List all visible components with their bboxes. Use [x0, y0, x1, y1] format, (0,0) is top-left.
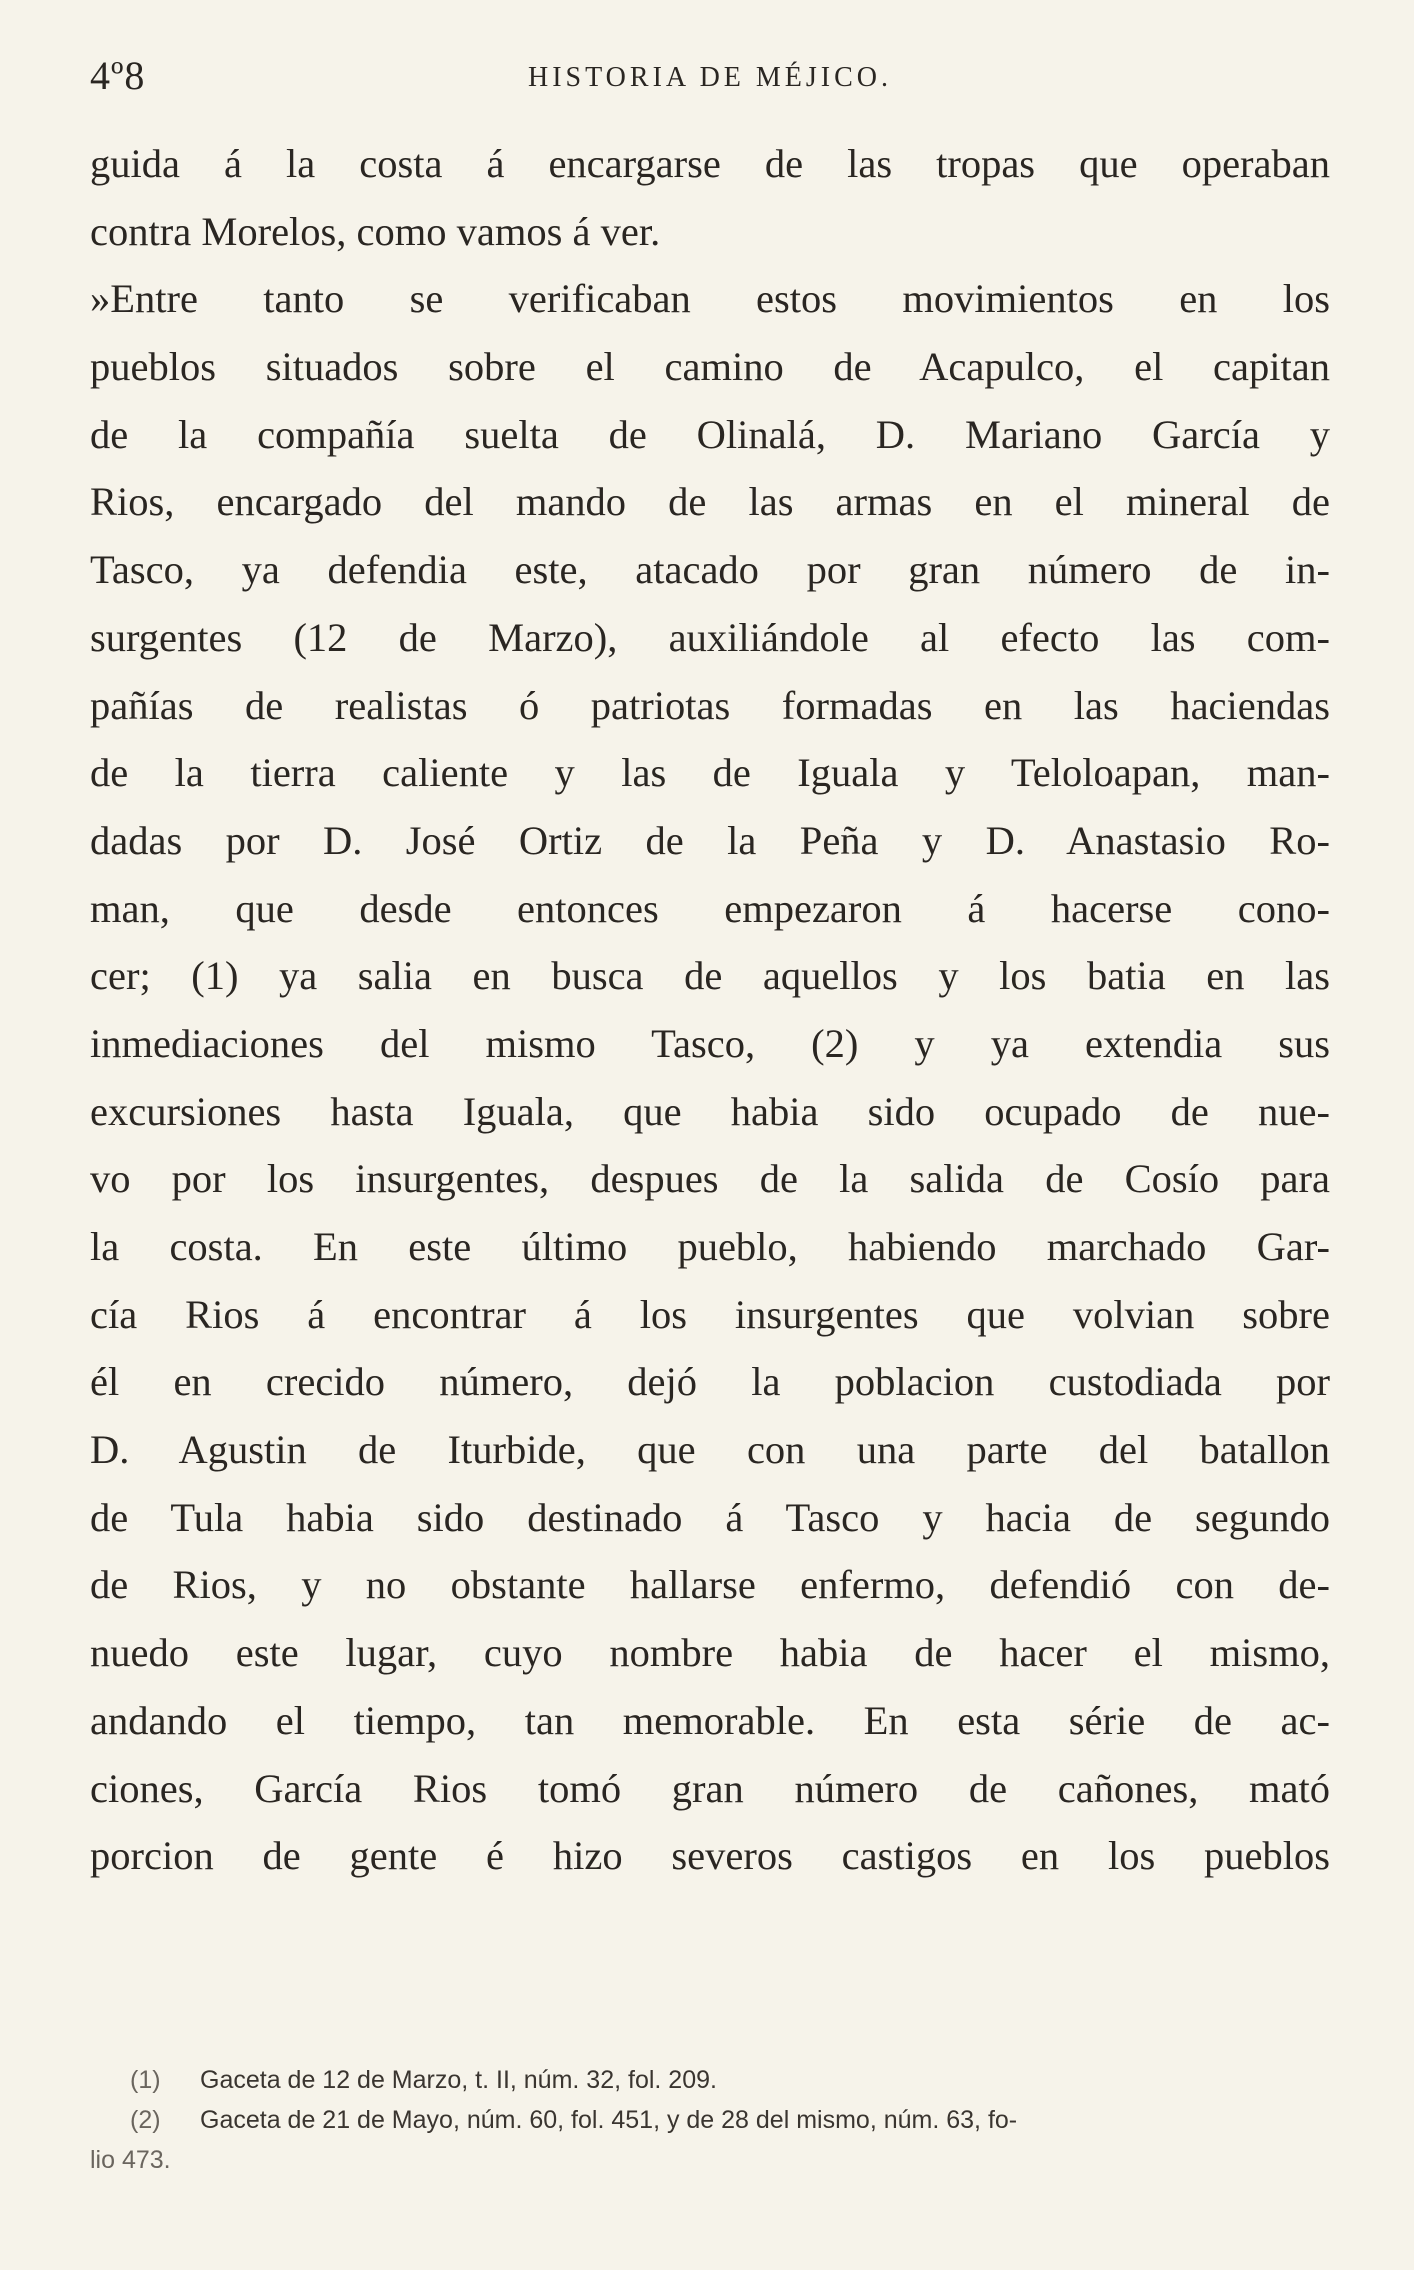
- text-line: la costa. En este último pueblo, habiendo marchado Gar-: [90, 1224, 1330, 1269]
- text-line: contra Morelos, como vamos á ver.: [90, 208, 661, 254]
- text-line: Rios, encargado del mando de las armas en el mineral de: [90, 479, 1330, 525]
- footnote-text: Gaceta de 21 de Mayo, núm. 60, fol. 451, y de 28 del mismo, núm. 63, fo-: [200, 2106, 1018, 2134]
- text-line: D. Agustin de Iturbide, que con una parte del batallon: [90, 1427, 1330, 1473]
- footnote-2: [90, 2100, 1330, 2140]
- footnote-1: [90, 2060, 1330, 2100]
- text-line: andando el tiempo, tan memorable. En esta série de ac-: [90, 1697, 1330, 1743]
- text-line: inmediaciones del mismo Tasco, (2) y ya extendia sus: [90, 1020, 1330, 1066]
- text-line: dadas por D. José Ortiz de la Peña y D. Anastasio Ro-: [90, 817, 1330, 863]
- text-line: »Entre tanto se verificaban estos movimientos en los: [90, 276, 1330, 322]
- text-line: pañías de realistas ó patriotas formadas en las haciendas: [90, 682, 1330, 728]
- footnote-text: Gaceta de 12 de Marzo, t. II, núm. 32, fol. 209.: [200, 2066, 717, 2094]
- page-header: [90, 52, 1330, 112]
- text-line: nuedo este lugar, cuyo nombre habia de hacer el mismo,: [90, 1630, 1330, 1676]
- footnote-marker: (1): [130, 2066, 161, 2094]
- text-line: guida á la costa á encargarse de las tropas que operaban: [90, 141, 1330, 186]
- text-line: él en crecido número, dejó la poblacion custodiada por: [90, 1359, 1330, 1405]
- text-line: cer; (1) ya salia en busca de aquellos y los batia en las: [90, 953, 1330, 999]
- text-line: pueblos situados sobre el camino de Acapulco, el capitan: [90, 344, 1330, 390]
- text-line: Tasco, ya defendia este, atacado por gran número de in-: [90, 547, 1330, 593]
- page-number: 4º8: [90, 53, 146, 98]
- footnote-marker: (2): [130, 2106, 161, 2134]
- text-line: de la compañía suelta de Olinalá, D. Mariano García y: [90, 411, 1330, 457]
- footnotes: [90, 2060, 1330, 2180]
- footnote-2-continuation: lio 473.: [90, 2146, 171, 2174]
- text-line: man, que desde entonces empezaron á hacerse cono-: [90, 885, 1330, 931]
- text-line: de Tula habia sido destinado á Tasco y hacia de segundo: [90, 1494, 1330, 1540]
- text-line: vo por los insurgentes, despues de la salida de Cosío para: [90, 1156, 1330, 1202]
- text-line: excursiones hasta Iguala, que habia sido ocupado de nue-: [90, 1088, 1330, 1134]
- text-line: cía Rios á encontrar á los insurgentes que volvian sobre: [90, 1291, 1330, 1337]
- text-line: de la tierra caliente y las de Iguala y Teloloapan, man-: [90, 750, 1330, 796]
- text-line: ciones, García Rios tomó gran número de cañones, mató: [90, 1765, 1330, 1811]
- text-line: porcion de gente é hizo severos castigos en los pueblos: [90, 1833, 1330, 1879]
- body-text: [90, 130, 1330, 1890]
- text-line: de Rios, y no obstante hallarse enfermo, defendió con de-: [90, 1562, 1330, 1608]
- running-head: HISTORIA DE MÉJICO.: [527, 62, 893, 93]
- text-line: surgentes (12 de Marzo), auxiliándole al efecto las com-: [90, 614, 1330, 660]
